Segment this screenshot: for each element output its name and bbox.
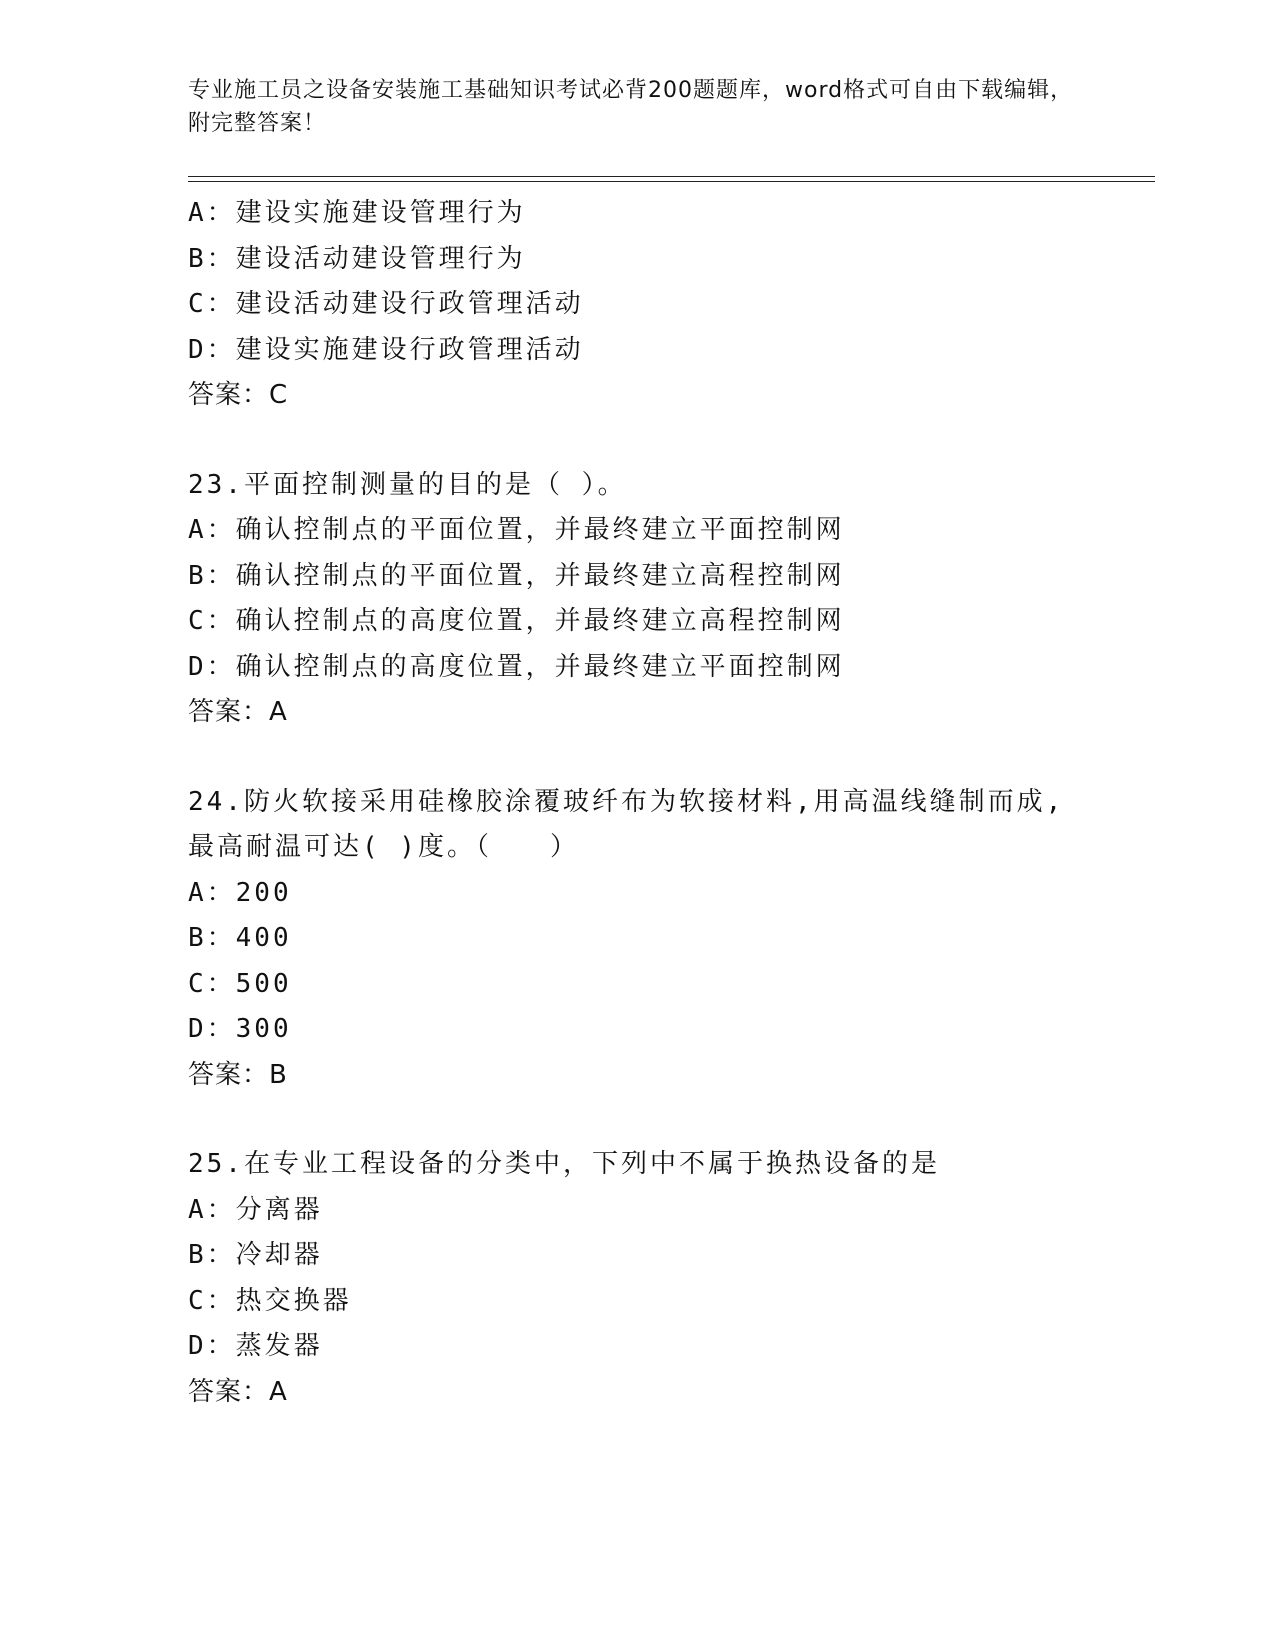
option-a: A：分离器 [188,1194,323,1225]
question-block-22 [188,191,1148,419]
answer-text: 答案：A [188,1376,288,1407]
spacer [188,1098,1148,1142]
option-c: C：建设活动建设行政管理活动 [188,289,584,319]
option-b: B：400 [188,923,292,953]
question-text: 24.防火软接采用硅橡胶涂覆玻纤布为软接材料,用高温线缝制而成,最高耐温可达( )度。（ ） [188,786,1065,862]
option-d: D：建设实施建设行政管理活动 [188,334,584,365]
option-c: C：确认控制点的高度位置，并最终建立高程控制网 [188,606,845,636]
option-b: B：确认控制点的平面位置，并最终建立高程控制网 [188,560,845,591]
document-title: 专业施工员之设备安装施工基础知识考试必背200题题库，word格式可自由下载编辑，附完整答案！ [188,78,1074,136]
spacer [188,419,1148,463]
option-d: D：确认控制点的高度位置，并最终建立平面控制网 [188,651,845,682]
answer-text: 答案：C [188,380,289,410]
question-block-25 [188,1142,1148,1415]
spacer [188,736,1148,780]
question-block-23 [188,463,1148,736]
answer-text: 答案：A [188,697,288,727]
option-b: B：冷却器 [188,1240,323,1270]
option-a: A：200 [188,877,292,908]
option-a: A：确认控制点的平面位置，并最终建立平面控制网 [188,515,845,545]
option-d: D：蒸发器 [188,1331,323,1361]
question-block-24 [188,780,1148,1099]
option-c: C：热交换器 [188,1285,352,1316]
question-text: 25.在专业工程设备的分类中，下列中不属于换热设备的是 [188,1149,940,1179]
answer-text: 答案：B [188,1059,288,1090]
header-divider-top [188,176,1155,177]
header-divider-bottom [188,181,1155,182]
option-b: B：建设活动建设管理行为 [188,243,526,274]
question-text: 23.平面控制测量的目的是（ ）。 [188,469,627,500]
question-list [188,191,1148,1415]
option-a: A：建设实施建设管理行为 [188,198,526,228]
option-d: D：300 [188,1014,292,1044]
option-c: C：500 [188,968,292,999]
